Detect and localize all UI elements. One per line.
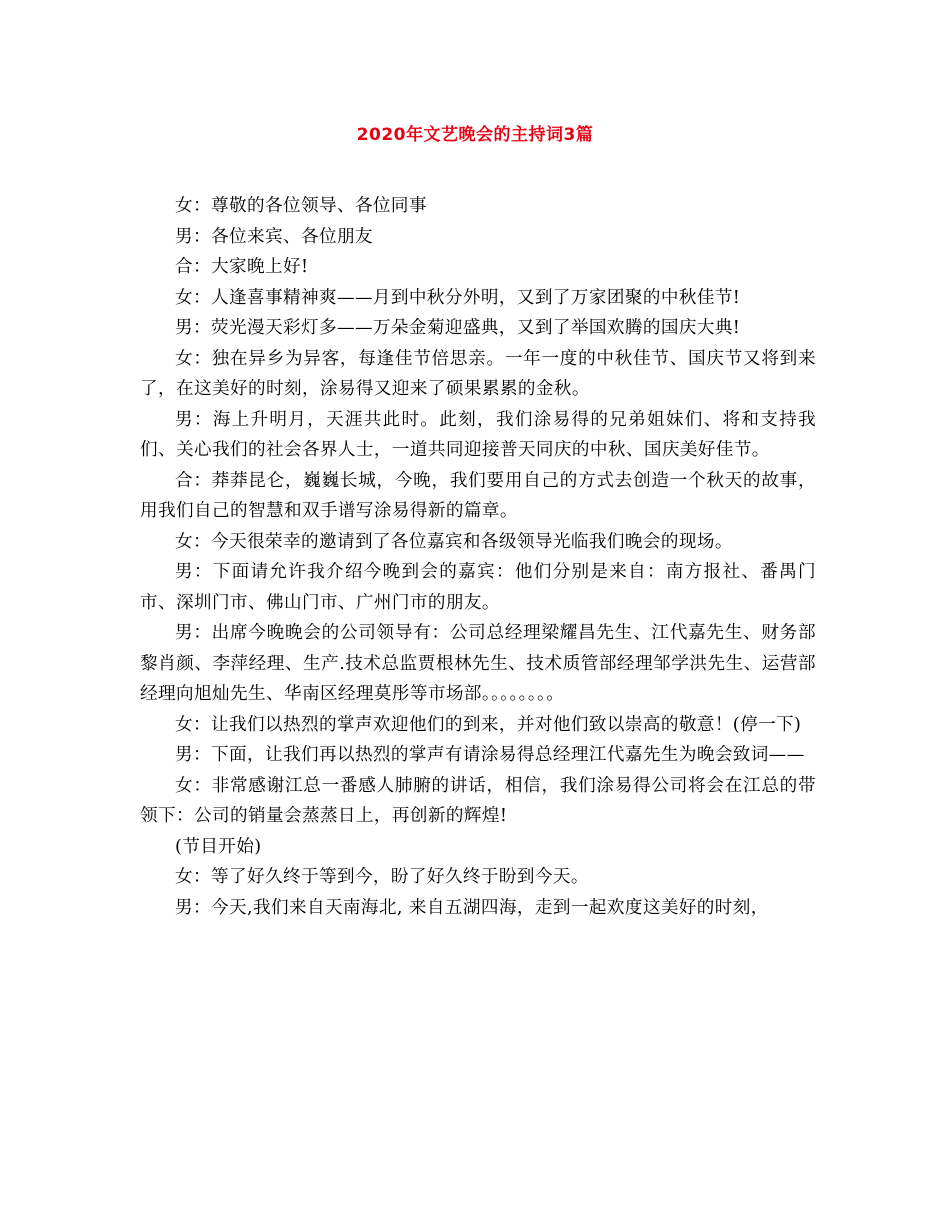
- paragraph: 女：今天很荣幸的邀请到了各位嘉宾和各级领导光临我们晚会的现场。: [175, 531, 733, 552]
- paragraph: (节目开始): [175, 836, 262, 857]
- paragraph: 女：尊敬的各位领导、各位同事: [175, 196, 427, 216]
- paragraph: 男：下面，让我们再以热烈的掌声有请涂易得总经理江代嘉先生为晚会致词——: [175, 745, 805, 765]
- paragraph: 男：海上升明月，天涯共此时。此刻，我们涂易得的兄弟姐妹们、将和支持我们、关心我们的社会各界人士，一道共同迎接普天同庆的中秋、国庆美好佳节。: [140, 409, 816, 460]
- paragraph: 男：荧光漫天彩灯多——万朵金菊迎盛典，又到了举国欢腾的国庆大典!: [175, 318, 741, 338]
- paragraph: 女：独在异乡为异客，每逢佳节倍思亲。一年一度的中秋佳节、国庆节又将到来了，在这美好的时刻，涂易得又迎来了硕果累累的金秋。: [140, 348, 816, 399]
- paragraph: 男：下面请允许我介绍今晚到会的嘉宾：他们分别是来自：南方报社、番禺门市、深圳门市、佛山门市、广州门市的朋友。: [140, 562, 816, 613]
- document-title: 2020年文艺晚会的主持词3篇: [356, 125, 594, 145]
- paragraph: 女：人逢喜事精神爽——月到中秋分外明，又到了万家团聚的中秋佳节!: [175, 287, 741, 308]
- document-body: [140, 191, 816, 923]
- paragraph: 女：非常感谢江总一番感人肺腑的讲话，相信，我们涂易得公司将会在江总的带领下：公司的销量会蒸蒸日上，再创新的辉煌!: [140, 775, 816, 826]
- paragraph: 男：出席今晚晚会的公司领导有：公司总经理梁耀昌先生、江代嘉先生、财务部黎肖颜、李萍经理、生产.技术总监贾根林先生、技术质管部经理邹学洪先生、运营部经理向旭灿先生、华南区经理莫彤等市场部。。。。。。。。: [140, 623, 816, 704]
- paragraph: 合：莽莽昆仑，巍巍长城，今晚，我们要用自己的方式去创造一个秋天的故事，用我们自己的智慧和双手谱写涂易得新的篇章。: [140, 470, 816, 521]
- paragraph: 男：今天,我们来自天南海北, 来自五湖四海，走到一起欢度这美好的时刻，: [175, 897, 769, 918]
- paragraph: 女：等了好久终于等到今，盼了好久终于盼到今天。: [175, 867, 589, 887]
- paragraph: 女：让我们以热烈的掌声欢迎他们的到来，并对他们致以崇高的敬意！(停一下): [175, 714, 802, 735]
- paragraph: 男：各位来宾、各位朋友: [175, 226, 373, 247]
- paragraph: 合：大家晚上好!: [175, 257, 309, 277]
